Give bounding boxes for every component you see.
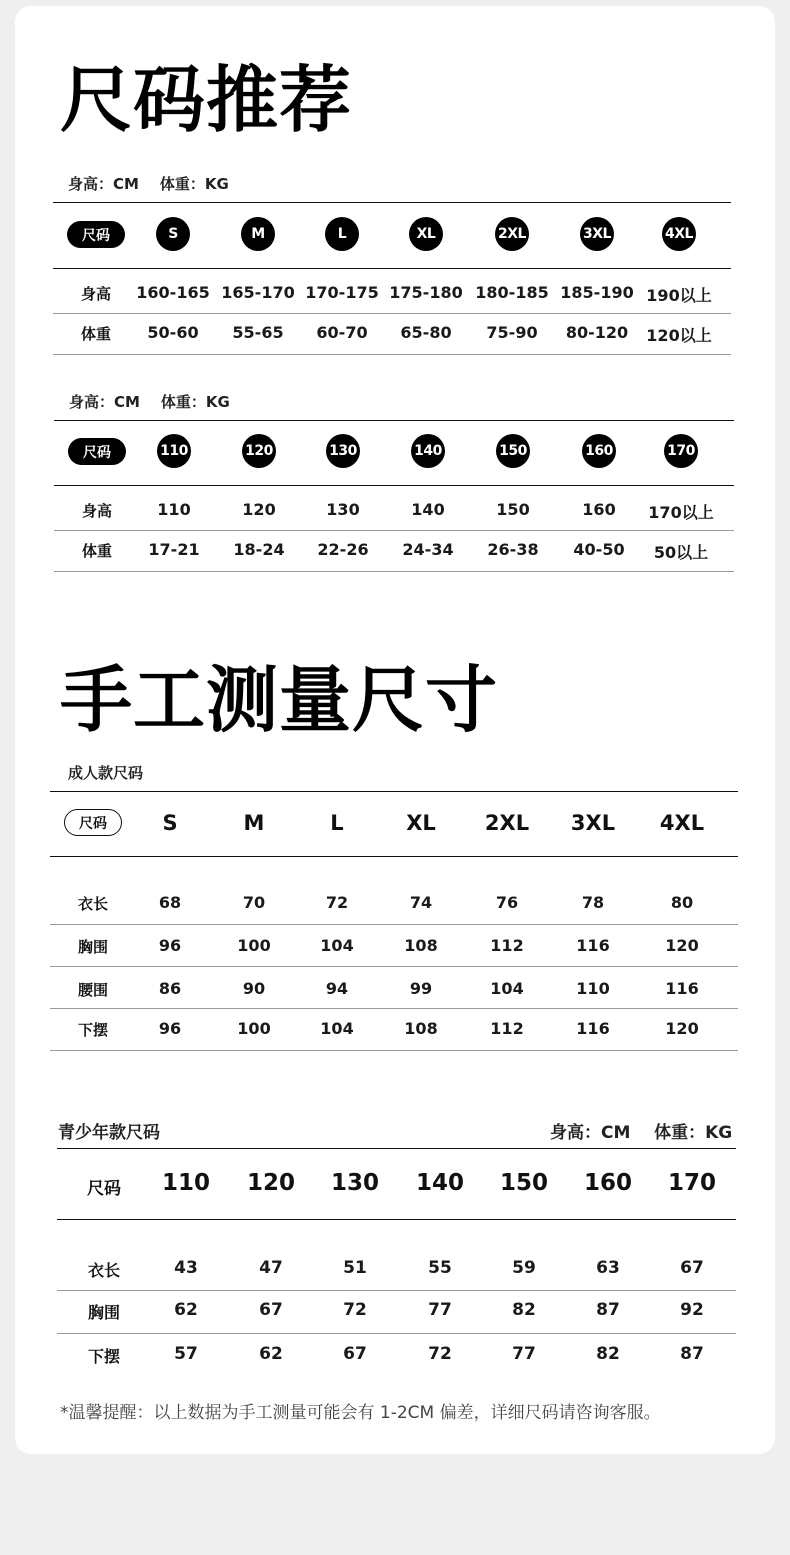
table-cell: 90	[242, 979, 266, 998]
table-cell: 190以上	[646, 286, 712, 305]
divider	[54, 485, 734, 486]
table-cell: 43	[174, 1258, 198, 1278]
table-cell: 140	[411, 500, 445, 519]
size-header: 120	[246, 1170, 296, 1196]
table-cell: 87	[680, 1344, 704, 1364]
table-cell: 160	[582, 500, 616, 519]
table-cell: 120	[665, 1019, 699, 1038]
divider	[57, 1333, 736, 1334]
row-label: 体重	[80, 325, 112, 343]
table-cell: 108	[404, 936, 438, 955]
table-cell: 78	[581, 893, 605, 912]
divider	[50, 856, 738, 857]
table-cell: 104	[490, 979, 524, 998]
table-cell: 63	[596, 1258, 620, 1278]
table-cell: 40-50	[573, 540, 625, 559]
table-cell: 50以上	[653, 543, 709, 562]
table-cell: 68	[158, 893, 182, 912]
table-cell: 67	[343, 1344, 367, 1364]
size-circle: 140	[411, 434, 445, 468]
table-cell: 62	[259, 1344, 283, 1364]
table-cell: 55-65	[232, 323, 284, 342]
table-cell: 70	[242, 893, 266, 912]
size-label-pill: 尺码	[67, 221, 125, 248]
table-cell: 150	[496, 500, 530, 519]
size-header: 150	[499, 1170, 549, 1196]
table-cell: 180-185	[475, 283, 549, 302]
table-cell: 51	[343, 1258, 367, 1278]
size-circle: M	[241, 217, 275, 251]
divider	[50, 791, 738, 792]
size-circle: S	[156, 217, 190, 251]
size-circle: 170	[664, 434, 698, 468]
row-label: 体重	[81, 542, 113, 560]
table-cell: 74	[409, 893, 433, 912]
table-cell: 18-24	[233, 540, 285, 559]
size-header: 110	[161, 1170, 211, 1196]
table-cell: 170-175	[305, 283, 379, 302]
table-cell: 116	[576, 936, 610, 955]
divider	[53, 354, 731, 355]
table-cell: 76	[495, 893, 519, 912]
table-cell: 77	[512, 1344, 536, 1364]
youth-caption: 青少年款尺码	[58, 1123, 160, 1143]
size-circle: 4XL	[662, 217, 696, 251]
size-circle: 3XL	[580, 217, 614, 251]
table-cell: 87	[596, 1300, 620, 1320]
adult-unit-line: 身高：CM 体重：KG	[68, 175, 229, 193]
table-cell: 72	[343, 1300, 367, 1320]
size-header: 130	[330, 1170, 380, 1196]
size-circle: 2XL	[495, 217, 529, 251]
table-cell: 130	[326, 500, 360, 519]
table-cell: 185-190	[560, 283, 634, 302]
size-circle: 150	[496, 434, 530, 468]
measurement-note: *温馨提醒：以上数据为手工测量可能会有 1-2CM 偏差，详细尺码请咨询客服。	[60, 1403, 661, 1423]
table-cell: 116	[665, 979, 699, 998]
size-circle: XL	[409, 217, 443, 251]
size-header: L	[330, 811, 344, 835]
table-cell: 50-60	[147, 323, 199, 342]
size-circle: 120	[242, 434, 276, 468]
divider	[57, 1148, 736, 1149]
youth-unit-line: 身高：CM 体重：KG	[550, 1123, 733, 1143]
row-label: 身高	[80, 285, 112, 303]
size-circle: L	[325, 217, 359, 251]
size-header: 4XL	[659, 811, 705, 835]
table-cell: 82	[512, 1300, 536, 1320]
table-cell: 72	[428, 1344, 452, 1364]
size-recommendation-title: 尺码推荐	[60, 58, 353, 142]
table-cell: 110	[576, 979, 610, 998]
row-label: 腰围	[77, 981, 109, 999]
size-header: 160	[583, 1170, 633, 1196]
table-cell: 110	[157, 500, 191, 519]
table-cell: 112	[490, 1019, 524, 1038]
table-cell: 116	[576, 1019, 610, 1038]
adult-caption: 成人款尺码	[68, 764, 144, 782]
table-cell: 80	[670, 893, 694, 912]
table-cell: 86	[158, 979, 182, 998]
table-cell: 96	[158, 1019, 182, 1038]
row-label: 衣长	[87, 1261, 121, 1280]
table-cell: 65-80	[400, 323, 452, 342]
size-header: M	[243, 811, 265, 835]
table-cell: 120	[242, 500, 276, 519]
table-cell: 112	[490, 936, 524, 955]
size-circle: 130	[326, 434, 360, 468]
row-label: 胸围	[77, 938, 109, 956]
table-cell: 59	[512, 1258, 536, 1278]
divider	[50, 1008, 738, 1009]
table-cell: 60-70	[316, 323, 368, 342]
table-cell: 77	[428, 1300, 452, 1320]
size-circle: 110	[157, 434, 191, 468]
row-label: 下摆	[77, 1021, 109, 1039]
table-cell: 26-38	[487, 540, 539, 559]
table-cell: 67	[259, 1300, 283, 1320]
size-header: S	[162, 811, 178, 835]
divider	[57, 1290, 736, 1291]
row-label: 胸围	[87, 1303, 121, 1322]
table-cell: 160-165	[136, 283, 210, 302]
size-label-outline: 尺码	[64, 809, 122, 836]
divider	[50, 924, 738, 925]
row-label: 下摆	[87, 1347, 121, 1366]
table-cell: 67	[680, 1258, 704, 1278]
table-cell: 82	[596, 1344, 620, 1364]
table-cell: 94	[325, 979, 349, 998]
size-header: 3XL	[570, 811, 616, 835]
divider	[54, 420, 734, 421]
table-cell: 57	[174, 1344, 198, 1364]
table-cell: 17-21	[148, 540, 200, 559]
size-header: XL	[406, 811, 436, 835]
table-cell: 55	[428, 1258, 452, 1278]
manual-measurement-title: 手工测量尺寸	[60, 658, 499, 742]
size-header: 140	[415, 1170, 465, 1196]
table-cell: 120	[665, 936, 699, 955]
table-cell: 22-26	[317, 540, 369, 559]
table-cell: 170以上	[648, 503, 714, 522]
table-cell: 75-90	[486, 323, 538, 342]
size-circle: 160	[582, 434, 616, 468]
row-label: 衣长	[77, 895, 109, 913]
divider	[54, 530, 734, 531]
table-cell: 62	[174, 1300, 198, 1320]
table-cell: 72	[325, 893, 349, 912]
table-cell: 80-120	[565, 323, 629, 342]
divider	[50, 1050, 738, 1051]
table-cell: 108	[404, 1019, 438, 1038]
divider	[57, 1219, 736, 1220]
table-cell: 104	[320, 936, 354, 955]
divider	[50, 966, 738, 967]
size-label-pill: 尺码	[68, 438, 126, 465]
table-cell: 120以上	[646, 326, 712, 345]
table-cell: 47	[259, 1258, 283, 1278]
row-label: 身高	[81, 502, 113, 520]
size-label: 尺码	[87, 1179, 121, 1199]
table-cell: 92	[680, 1300, 704, 1320]
divider	[53, 268, 731, 269]
youth-unit-line: 身高：CM 体重：KG	[69, 393, 230, 411]
divider	[54, 571, 734, 572]
table-cell: 99	[409, 979, 433, 998]
table-cell: 100	[237, 1019, 271, 1038]
divider	[53, 313, 731, 314]
divider	[53, 202, 731, 203]
table-cell: 175-180	[389, 283, 463, 302]
size-header: 170	[667, 1170, 717, 1196]
table-cell: 165-170	[221, 283, 295, 302]
table-cell: 100	[237, 936, 271, 955]
table-cell: 24-34	[402, 540, 454, 559]
table-cell: 96	[158, 936, 182, 955]
size-header: 2XL	[484, 811, 530, 835]
table-cell: 104	[320, 1019, 354, 1038]
